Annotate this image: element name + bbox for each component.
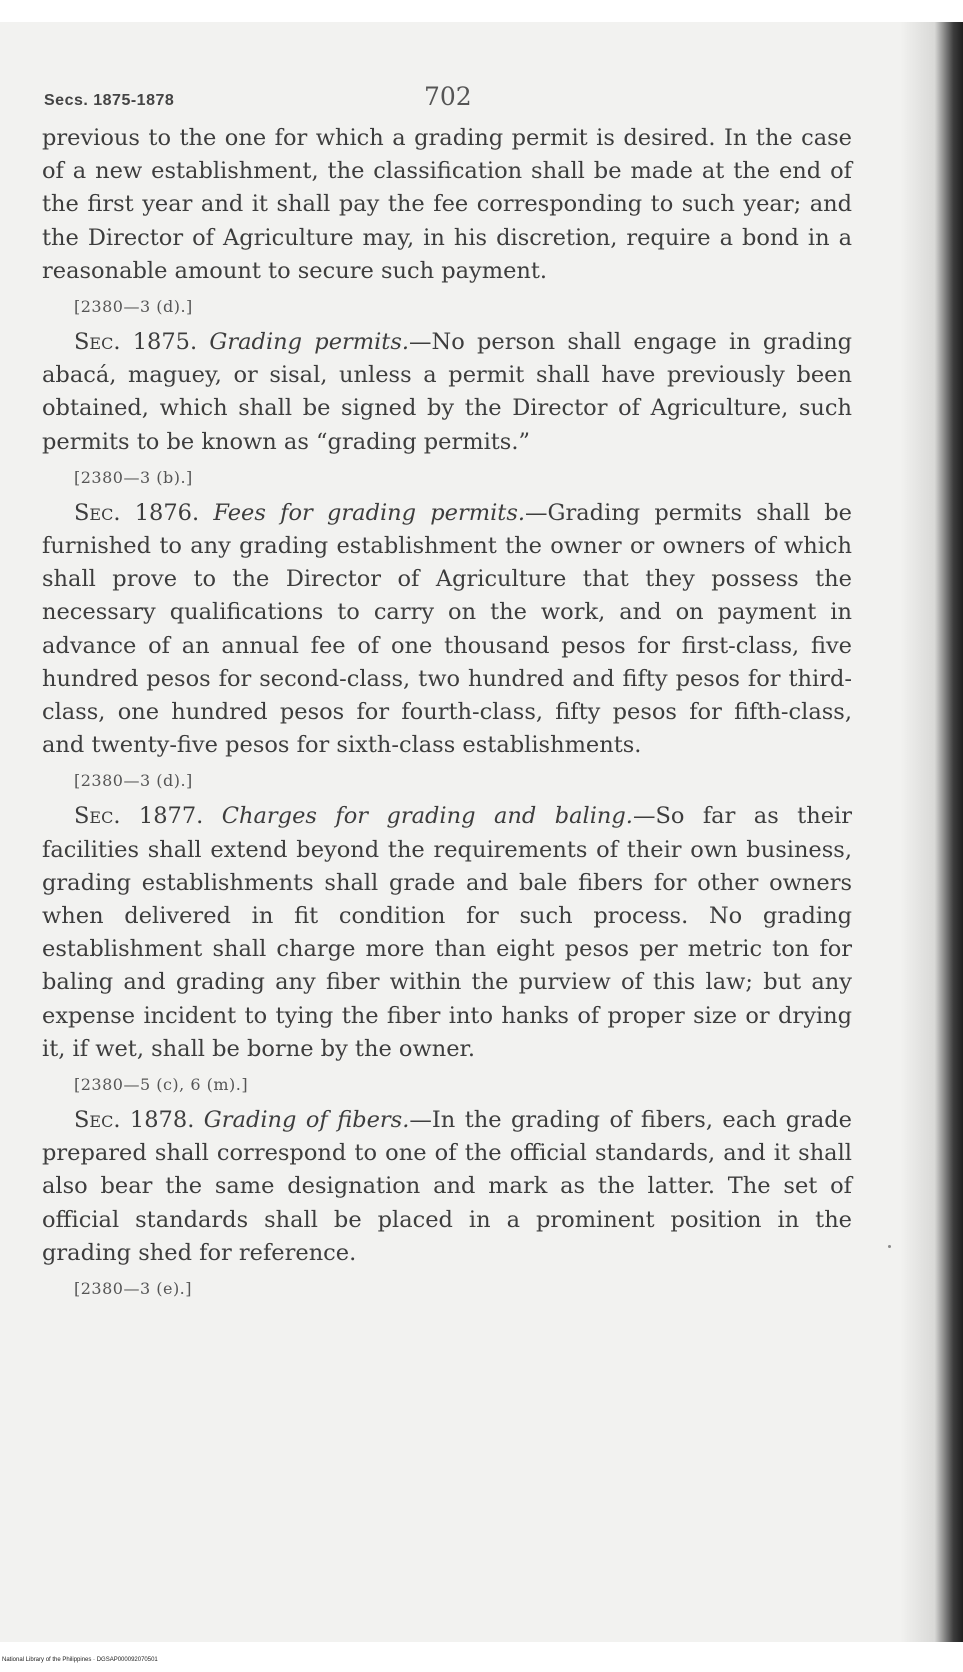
section-1878	[42, 1104, 852, 1300]
section-1877	[42, 800, 852, 1096]
scan-footer-credit: National Library of the Philippines · DGSAP000092070501	[2, 1657, 158, 1663]
section-label: Sec. 1877.	[74, 803, 204, 830]
section-heading: Charges for grading and baling.	[221, 803, 633, 830]
citation: [2380—3 (e).]	[74, 1279, 193, 1299]
section-label: Sec. 1878.	[74, 1107, 195, 1134]
section-label: Sec. 1875.	[74, 329, 198, 356]
scan-speck	[888, 1245, 891, 1248]
page-number: 702	[424, 82, 472, 111]
paragraph-text: previous to the one for which a grading permit is desired. In the case of a new establishment, the classification shall be made at the end of the first year and it shall pay the fee corresponding to such year; and the Director of Agriculture may, in his discretion, require a bond in a reasonable amount to secure such payment.	[42, 125, 852, 284]
section-paragraph	[42, 1104, 852, 1270]
section-1875	[42, 326, 852, 489]
section-paragraph	[42, 497, 852, 763]
section-body: —Grading permits shall be furnished to any grading establishment the owner or owners of which shall prove to the Director of Agriculture that they possess the necessary qualifications to carry on the work, and on payment in advance of an annual fee of one thousand pesos for first-class, five hundred pesos for second-class, two hundred and fifty pesos for third-class, one hundred pesos for fourth-class, fifty pesos for fifth-class, and twenty-five pesos for sixth-class establishments.	[42, 499, 852, 759]
section-body: —So far as their facilities shall extend beyond the requirements of their own business, grading establishments shall grade and bale fibers for other owners when delivered in fit condition for such process. No grading establishment shall charge more than eight pesos per metric ton for baling and grading any fiber within the purview of this law; but any expense incident to tying the fiber into hanks of proper size or drying it, if wet, shall be borne by the owner.	[42, 803, 852, 1062]
citation: [2380—3 (d).]	[74, 297, 193, 317]
citation: [2380—3 (d).]	[74, 771, 193, 791]
continuation-paragraph	[42, 122, 852, 318]
section-1876	[42, 497, 852, 793]
page-content	[42, 82, 852, 1308]
section-heading: Grading permits.	[209, 329, 410, 356]
binding-shadow	[900, 22, 963, 1642]
section-paragraph	[42, 326, 852, 459]
section-heading: Grading of fibers.	[203, 1107, 410, 1134]
running-head	[42, 82, 852, 122]
citation: [2380—5 (c), 6 (m).]	[74, 1075, 249, 1095]
citation: [2380—3 (b).]	[74, 467, 193, 487]
section-body: —In the grading of fibers, each grade prepared shall correspond to one of the official standards, and it shall also bear the same designation and mark as the latter. The set of official standards shall be placed in a prominent position in the grading shed for reference.	[42, 1107, 852, 1266]
section-label: Sec. 1876.	[74, 499, 200, 526]
section-body: —No person shall engage in grading abacá, maguey, or sisal, unless a permit shall have previously been obtained, which shall be signed by the Director of Agriculture, such permits to be known as “grading permits.”	[42, 329, 852, 455]
section-heading: Fees for grading permits.	[213, 499, 526, 526]
section-range: Secs. 1875-1878	[44, 92, 175, 109]
section-paragraph	[42, 800, 852, 1066]
